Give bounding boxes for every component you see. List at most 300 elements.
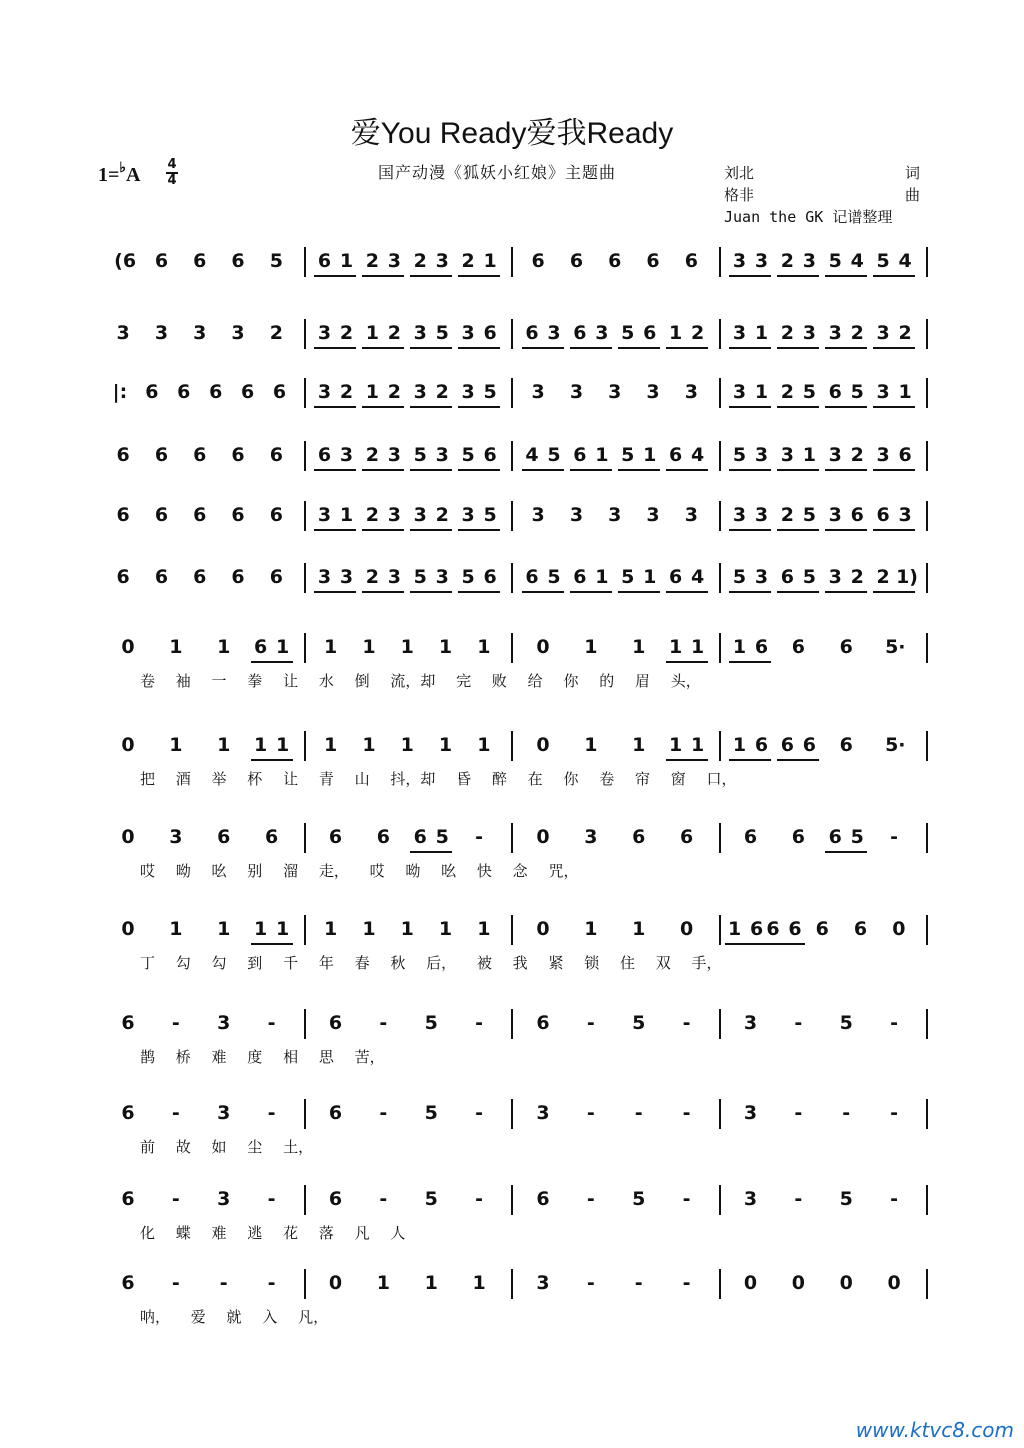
- note: 1: [324, 734, 338, 756]
- bar-line: [304, 563, 306, 593]
- beam-underline: [618, 469, 660, 471]
- note: 6: [328, 1188, 343, 1210]
- note: 1: [275, 734, 290, 756]
- note: 1: [275, 636, 290, 658]
- bar-line: [926, 633, 928, 663]
- beam-underline: [729, 347, 771, 349]
- note: -: [379, 1102, 388, 1124]
- note: 1: [424, 1272, 438, 1294]
- credit-role: 记谱整理: [832, 208, 893, 226]
- note: 3: [802, 250, 816, 272]
- note: 3: [413, 322, 427, 344]
- bar-line: [926, 247, 928, 277]
- note: 6: [328, 826, 343, 848]
- note: 2: [780, 322, 794, 344]
- note: 5: [413, 566, 427, 588]
- beam-underline: [825, 347, 867, 349]
- note: 2: [690, 322, 705, 344]
- beam-underline: [825, 591, 867, 593]
- beam-underline: [873, 529, 915, 531]
- score-system: [0, 1012, 1024, 1072]
- note: 3: [743, 1102, 758, 1124]
- note: 1: [477, 734, 491, 756]
- bar-line: [511, 915, 513, 945]
- note: 3: [743, 1188, 758, 1210]
- note: 6: [632, 826, 646, 848]
- bar-line: [719, 319, 721, 349]
- beam-underline: [825, 469, 867, 471]
- note: 5: [802, 381, 816, 403]
- beam-underline: [458, 469, 500, 471]
- note: 5: [483, 504, 497, 526]
- note: 5: [632, 1188, 646, 1210]
- note: 6: [525, 322, 539, 344]
- note: -: [586, 1102, 595, 1124]
- note: 3: [169, 826, 183, 848]
- bar-line: [304, 633, 306, 663]
- score-system: [0, 504, 1024, 564]
- note: 1: [253, 734, 268, 756]
- bar-line: [926, 1009, 928, 1039]
- note: 6: [643, 322, 657, 344]
- note: 5: [839, 1188, 853, 1210]
- note: 6: [791, 826, 805, 848]
- bar-line: [511, 1269, 513, 1299]
- bar-line: [511, 823, 513, 853]
- beam-underline: [763, 943, 805, 945]
- beam-underline: [410, 347, 452, 349]
- lyric-line: 前 故 如 尘 土，: [140, 1138, 314, 1156]
- note: (6: [114, 250, 137, 272]
- beam-underline: [570, 591, 612, 593]
- time-sig-top: 4: [167, 157, 177, 172]
- note: 1: [324, 918, 338, 940]
- note: -: [475, 1188, 483, 1210]
- note: 1: [362, 734, 376, 756]
- bar-line: [926, 915, 928, 945]
- note: 3: [193, 322, 207, 344]
- note: 3: [339, 444, 354, 466]
- note: 1: [595, 566, 609, 588]
- bar-line: [719, 731, 721, 761]
- note: 6: [536, 1188, 550, 1210]
- bar-line: [719, 1185, 721, 1215]
- note: 6: [193, 566, 207, 588]
- note: 3: [317, 322, 332, 344]
- note: 1: [438, 918, 453, 940]
- note: 3: [217, 1102, 231, 1124]
- note: 3: [339, 566, 354, 588]
- note: 6: [573, 444, 587, 466]
- beam-underline: [314, 275, 356, 277]
- note: 3: [876, 381, 890, 403]
- bar-line: [511, 563, 513, 593]
- bar-line: [304, 378, 306, 408]
- note: -: [171, 1272, 180, 1294]
- note: 6: [376, 826, 390, 848]
- note: 6: [193, 250, 207, 272]
- beam-underline: [458, 347, 500, 349]
- note: 3: [684, 381, 698, 403]
- note: -: [682, 1102, 691, 1124]
- note: 5: [732, 566, 747, 588]
- note: 6: [193, 444, 207, 466]
- note: 5: [802, 504, 816, 526]
- note: 5: [850, 381, 864, 403]
- note: 1: [584, 918, 598, 940]
- note: -: [267, 1102, 276, 1124]
- note: -: [267, 1012, 276, 1034]
- beam-underline: [729, 591, 771, 593]
- bar-line: [511, 441, 513, 471]
- beam-underline: [729, 469, 771, 471]
- lyric-line: 丁 勾 勾 到 千 年 春 秋 后， 被 我 紧 锁 住 双 手，: [140, 954, 722, 972]
- note: 6: [413, 826, 427, 848]
- note: 2: [780, 381, 794, 403]
- note: 3: [754, 444, 769, 466]
- note: 3: [435, 566, 449, 588]
- note: 6: [154, 504, 169, 526]
- note: 6: [121, 1188, 135, 1210]
- note: -: [794, 1012, 803, 1034]
- note: 3: [387, 444, 401, 466]
- note: 6: [328, 1102, 343, 1124]
- note: 6: [876, 504, 890, 526]
- credit-name: 刘北: [724, 164, 755, 182]
- song-title: 爱You Ready爱我Ready: [350, 117, 674, 150]
- note: 1: [217, 734, 231, 756]
- beam-underline: [666, 759, 708, 761]
- note: 1: [253, 918, 268, 940]
- note: 6: [743, 826, 758, 848]
- bar-line: [304, 441, 306, 471]
- note: 6: [839, 636, 853, 658]
- note: 3: [732, 322, 747, 344]
- beam-underline: [825, 851, 867, 853]
- lyric-line: 卷 袖 一 拳 让 水 倒 流，却 完 败 给 你 的 眉 头，: [140, 672, 701, 690]
- bar-line: [719, 1009, 721, 1039]
- note: 5: [621, 566, 635, 588]
- note: 3: [536, 1272, 550, 1294]
- note: 6: [573, 322, 587, 344]
- note: 6: [116, 504, 130, 526]
- note: 3: [876, 322, 890, 344]
- beam-underline: [251, 661, 293, 663]
- score-system: [0, 444, 1024, 504]
- note: 3: [217, 1012, 231, 1034]
- note: -: [682, 1188, 691, 1210]
- beam-underline: [314, 469, 356, 471]
- bar-line: [719, 247, 721, 277]
- note: 1: [438, 734, 453, 756]
- beam-underline: [666, 661, 708, 663]
- beam-underline: [729, 661, 771, 663]
- bar-line: [511, 633, 513, 663]
- note: 1: [690, 636, 705, 658]
- beam-underline: [725, 943, 767, 945]
- note: 6: [264, 826, 279, 848]
- note: 1: [632, 918, 646, 940]
- beam-underline: [522, 591, 564, 593]
- note: -: [794, 1102, 803, 1124]
- note: 3: [828, 322, 842, 344]
- note: -: [634, 1102, 643, 1124]
- note: 6: [815, 918, 829, 940]
- note: 6: [483, 322, 497, 344]
- note: 5: [802, 566, 816, 588]
- note: 5: [461, 566, 475, 588]
- note: 2: [461, 250, 475, 272]
- note: 5·: [885, 734, 906, 756]
- note: 6: [328, 1012, 343, 1034]
- note: 0: [892, 918, 906, 940]
- note: 1: [376, 1272, 390, 1294]
- beam-underline: [522, 347, 564, 349]
- note: 6: [828, 826, 842, 848]
- note: 6: [241, 381, 255, 403]
- beam-underline: [729, 275, 771, 277]
- note: 5: [435, 826, 449, 848]
- note: 3: [531, 504, 545, 526]
- note: 3: [754, 504, 769, 526]
- note: 6: [154, 444, 169, 466]
- beam-underline: [362, 591, 404, 593]
- flat-symbol: ♭: [119, 161, 127, 176]
- note: 3: [461, 381, 475, 403]
- note: 6: [116, 566, 130, 588]
- note: 0: [791, 1272, 805, 1294]
- note: 1: [728, 918, 742, 940]
- note: 0: [536, 636, 550, 658]
- note: 3: [317, 504, 332, 526]
- note: 3: [828, 444, 842, 466]
- note: 3: [547, 322, 561, 344]
- note: -: [171, 1188, 180, 1210]
- note: 3: [531, 381, 545, 403]
- note: -: [842, 1102, 851, 1124]
- note: -: [634, 1272, 643, 1294]
- note: 3: [584, 826, 598, 848]
- note: 1: [632, 734, 646, 756]
- note: 1: [584, 636, 598, 658]
- note: 0: [887, 1272, 901, 1294]
- score-system: [0, 322, 1024, 382]
- bar-line: [926, 563, 928, 593]
- score-system: [0, 381, 1024, 441]
- note: 1: [438, 636, 453, 658]
- note: 2: [850, 566, 864, 588]
- note: 1: [802, 444, 816, 466]
- note: 5·: [885, 636, 906, 658]
- beam-underline: [777, 759, 819, 761]
- beam-underline: [825, 406, 867, 408]
- beam-underline: [729, 406, 771, 408]
- note: 6: [828, 381, 842, 403]
- note: 6: [754, 734, 769, 756]
- beam-underline: [458, 406, 500, 408]
- note: 1: [217, 636, 231, 658]
- note: 1: [362, 918, 376, 940]
- note: -: [682, 1272, 691, 1294]
- note: 6: [269, 444, 283, 466]
- bar-line: [719, 441, 721, 471]
- note: 5: [547, 566, 561, 588]
- note: 6: [750, 918, 764, 940]
- bar-line: [304, 319, 306, 349]
- note: 6: [217, 826, 231, 848]
- note: -: [379, 1188, 388, 1210]
- note: 1: [365, 322, 379, 344]
- lyric-line: 鹊 桥 难 度 相 思 苦，: [140, 1048, 385, 1066]
- note: 4: [898, 250, 912, 272]
- note: 6: [231, 504, 245, 526]
- beam-underline: [666, 347, 708, 349]
- note: 5: [828, 250, 842, 272]
- note: 1: [898, 381, 912, 403]
- note: 6: [780, 734, 794, 756]
- beam-underline: [410, 591, 452, 593]
- note: -: [890, 1012, 898, 1034]
- note: 6: [754, 636, 769, 658]
- note: 2: [387, 381, 401, 403]
- note: 6: [121, 1272, 135, 1294]
- note: 6: [569, 250, 584, 272]
- note: 1: [668, 636, 683, 658]
- note: 0: [121, 636, 135, 658]
- note: 1: [275, 918, 290, 940]
- note: 3: [876, 444, 890, 466]
- note: 6: [177, 381, 191, 403]
- beam-underline: [522, 469, 564, 471]
- note: 4: [850, 250, 864, 272]
- note: 3: [461, 322, 475, 344]
- bar-line: [304, 1185, 306, 1215]
- note: -: [586, 1188, 595, 1210]
- note: 3: [684, 504, 698, 526]
- note: 6: [483, 566, 497, 588]
- note: 3: [217, 1188, 231, 1210]
- note: 1: [365, 381, 379, 403]
- note: 6: [116, 444, 130, 466]
- note: 1: [595, 444, 609, 466]
- note: 5: [876, 250, 890, 272]
- note: 6: [525, 566, 539, 588]
- lyric-line: 哎 呦 吆 别 溜 走， 哎 呦 吆 快 念 咒，: [140, 862, 579, 880]
- time-sig-bottom: 4: [167, 172, 177, 188]
- bar-line: [719, 823, 721, 853]
- beam-underline: [362, 469, 404, 471]
- note: 6: [536, 1012, 550, 1034]
- note: 1: [400, 734, 414, 756]
- note: 3: [569, 504, 584, 526]
- beam-underline: [777, 347, 819, 349]
- note: 6: [780, 566, 794, 588]
- beam-underline: [825, 275, 867, 277]
- note: 0: [121, 918, 135, 940]
- beam-underline: [729, 529, 771, 531]
- subtitle: 国产动漫《狐妖小红娘》主题曲: [378, 163, 617, 182]
- note: 4: [690, 566, 705, 588]
- note: 1): [896, 566, 918, 588]
- note: |:: [112, 381, 128, 403]
- note: 5: [732, 444, 747, 466]
- beam-underline: [362, 347, 404, 349]
- note: 2: [780, 504, 794, 526]
- note: 1: [643, 566, 657, 588]
- note: -: [890, 1102, 898, 1124]
- beam-underline: [410, 529, 452, 531]
- note: 3: [435, 250, 449, 272]
- note: 6: [231, 250, 245, 272]
- note: 6: [269, 566, 283, 588]
- lyric-line: 呐， 爱 就 入 凡，: [140, 1308, 329, 1326]
- note: -: [890, 1188, 898, 1210]
- note: 3: [461, 504, 475, 526]
- note: 6: [317, 444, 332, 466]
- note: 6: [608, 250, 622, 272]
- note: -: [475, 1102, 483, 1124]
- bar-line: [511, 731, 513, 761]
- note: 3: [780, 444, 794, 466]
- beam-underline: [825, 529, 867, 531]
- note: 3: [413, 381, 427, 403]
- note: 5: [621, 322, 635, 344]
- note: 6: [573, 566, 587, 588]
- bar-line: [926, 823, 928, 853]
- bar-line: [304, 915, 306, 945]
- note: -: [586, 1272, 595, 1294]
- score-system: [0, 1188, 1024, 1248]
- bar-line: [511, 319, 513, 349]
- bar-line: [926, 319, 928, 349]
- bar-line: [511, 1099, 513, 1129]
- note: 6: [850, 504, 864, 526]
- note: 2: [850, 444, 864, 466]
- note: 1: [483, 250, 497, 272]
- note: 5: [424, 1102, 438, 1124]
- note: 1: [477, 918, 491, 940]
- note: -: [219, 1272, 228, 1294]
- beam-underline: [777, 469, 819, 471]
- beam-underline: [873, 347, 915, 349]
- note: 0: [679, 918, 694, 940]
- bar-line: [719, 563, 721, 593]
- beam-underline: [314, 529, 356, 531]
- note: 4: [690, 444, 705, 466]
- beam-underline: [729, 759, 771, 761]
- beam-underline: [410, 469, 452, 471]
- bar-line: [719, 1269, 721, 1299]
- beam-underline: [777, 406, 819, 408]
- note: 3: [569, 381, 584, 403]
- bar-line: [511, 1009, 513, 1039]
- beam-underline: [458, 275, 500, 277]
- note: 3: [754, 566, 769, 588]
- bar-line: [719, 915, 721, 945]
- note: 3: [732, 250, 747, 272]
- beam-underline: [873, 275, 915, 277]
- note: 3: [387, 250, 401, 272]
- beam-underline: [570, 347, 612, 349]
- beam-underline: [251, 943, 293, 945]
- beam-underline: [618, 591, 660, 593]
- lyric-line: 化 蝶 难 逃 花 落 凡 人: [140, 1224, 406, 1242]
- lyric-line: 把 酒 举 杯 让 青 山 抖，却 昏 醉 在 你 卷 帘 窗 口，: [140, 770, 737, 788]
- note: 5: [483, 381, 497, 403]
- note: 6: [853, 918, 868, 940]
- note: 3: [646, 381, 660, 403]
- note: 2: [387, 322, 401, 344]
